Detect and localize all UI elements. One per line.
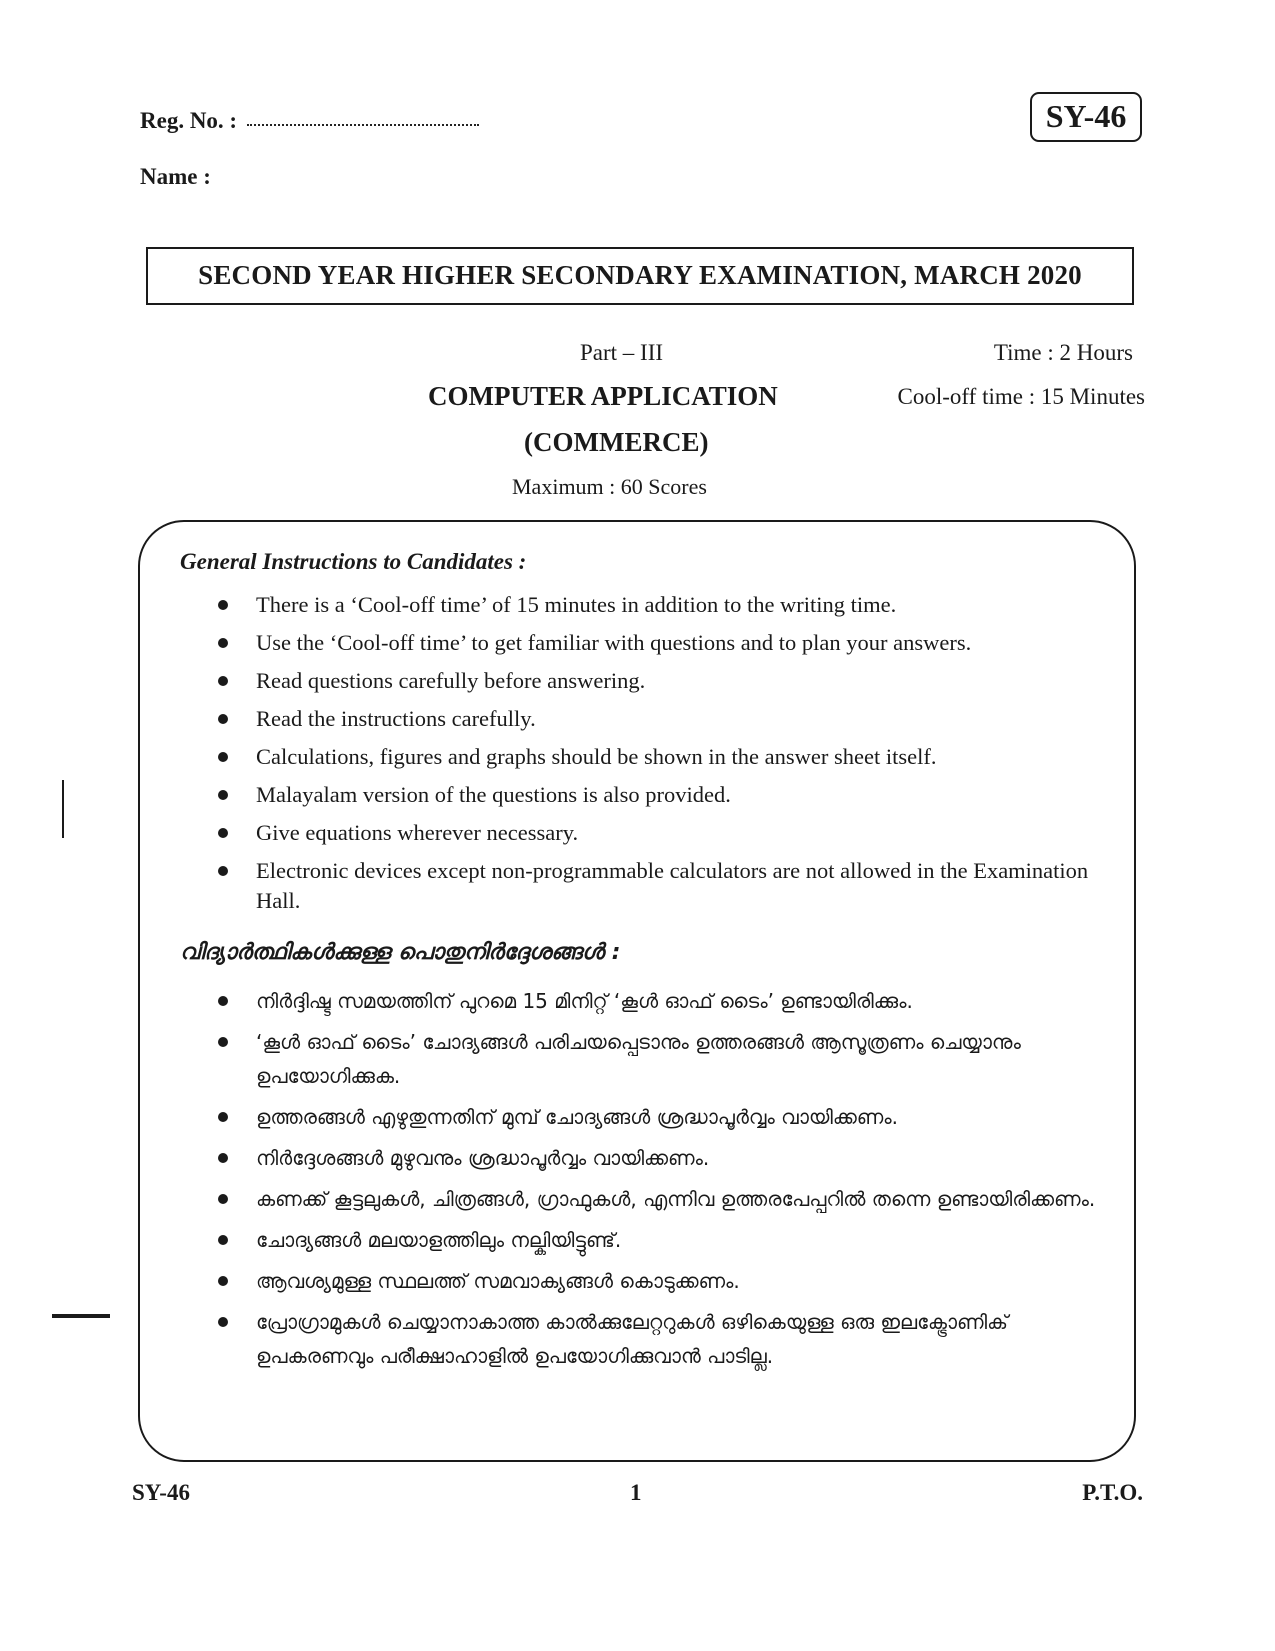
malayalam-instructions-list xyxy=(214,984,1114,1380)
bullet-icon xyxy=(218,790,228,800)
reg-no-blank xyxy=(247,124,479,126)
cool-off-time: Cool-off time : 15 Minutes xyxy=(897,384,1145,409)
list-item: There is a ‘Cool-off time’ of 15 minutes in addition to the writing time. xyxy=(214,590,1094,620)
bullet-icon xyxy=(218,752,228,762)
margin-mark xyxy=(52,1314,110,1318)
time-label: Time : 2 Hours xyxy=(993,340,1133,365)
bullet-icon xyxy=(218,1112,228,1122)
list-item: കണക്ക് കൂട്ടലുകൾ, ചിത്രങ്ങൾ, ഗ്രാഫുകൾ, എന്നിവ ഉത്തരപേപ്പറിൽ തന്നെ ഉണ്ടായിരിക്കണം. xyxy=(214,1182,1114,1216)
list-item: ഉത്തരങ്ങൾ എഴുതുന്നതിന് മുമ്പ് ചോദ്യങ്ങൾ ശ്രദ്ധാപൂർവ്വം വായിക്കണം. xyxy=(214,1100,1114,1134)
list-item: പ്രോഗ്രാമുകൾ ചെയ്യാനാകാത്ത കാൽക്കുലേറ്ററുകൾ ഒഴികെയുള്ള ഒരു ഇലക്ട്രോണിക് ഉപകരണവും പരീക്ഷാഹാളിൽ ഉപയോഗിക്കുവാൻ പാടില്ല. xyxy=(214,1305,1114,1373)
list-item: ‘കൂൾ ഓഫ് ടൈം’ ചോദ്യങ്ങൾ പരിചയപ്പെടാനും ഉത്തരങ്ങൾ ആസൂത്രണം ചെയ്യാനും ഉപയോഗിക്കുക. xyxy=(214,1025,1114,1093)
reg-no-field xyxy=(140,108,479,134)
list-item: ചോദ്യങ്ങൾ മലയാളത്തിലും നല്കിയിട്ടുണ്ട്. xyxy=(214,1223,1114,1257)
bullet-icon xyxy=(218,1235,228,1245)
list-item: Calculations, figures and graphs should be shown in the answer sheet itself. xyxy=(214,742,1094,772)
pto-label: P.T.O. xyxy=(1082,1480,1143,1505)
list-item: Use the ‘Cool-off time’ to get familiar with questions and to plan your answers. xyxy=(214,628,1094,658)
list-item: Give equations wherever necessary. xyxy=(214,818,1094,848)
bullet-icon xyxy=(218,676,228,686)
list-item: Read questions carefully before answering. xyxy=(214,666,1094,696)
english-instructions-heading: General Instructions to Candidates : xyxy=(180,549,527,574)
subject-title: COMPUTER APPLICATION xyxy=(428,381,778,411)
list-item: Electronic devices except non-programmable calculators are not allowed in the Examination Hall. xyxy=(214,856,1094,916)
list-item: ആവശ്യമുള്ള സ്ഥലത്ത് സമവാക്യങ്ങൾ കൊടുക്കണം. xyxy=(214,1264,1114,1298)
bullet-icon xyxy=(218,996,228,1006)
bullet-icon xyxy=(218,714,228,724)
footer-paper-code: SY-46 xyxy=(132,1480,190,1505)
list-item: നിർദ്ദേശങ്ങൾ മുഴുവനും ശ്രദ്ധാപൂർവ്വം വായിക്കണം. xyxy=(214,1141,1114,1175)
name-label: Name : xyxy=(140,164,211,189)
bullet-icon xyxy=(218,1153,228,1163)
margin-mark xyxy=(62,780,64,838)
bullet-icon xyxy=(218,638,228,648)
list-item: നിർദ്ദിഷ്ട സമയത്തിന് പുറമെ 15 മിനിറ്റ് ‘കൂൾ ഓഫ് ടൈം’ ഉണ്ടായിരിക്കും. xyxy=(214,984,1114,1018)
bullet-icon xyxy=(218,600,228,610)
english-instructions-list xyxy=(214,590,1094,924)
bullet-icon xyxy=(218,828,228,838)
bullet-icon xyxy=(218,1194,228,1204)
part-label: Part – III xyxy=(580,340,664,365)
exam-title: SECOND YEAR HIGHER SECONDARY EXAMINATION, MARCH 2020 xyxy=(146,247,1134,305)
stream-title: (COMMERCE) xyxy=(524,427,709,457)
bullet-icon xyxy=(218,1317,228,1327)
reg-no-label: Reg. No. : xyxy=(140,108,238,133)
bullet-icon xyxy=(218,1276,228,1286)
malayalam-instructions-heading: വിദ്യാർത്ഥികൾക്കുള്ള പൊതുനിർദ്ദേശങ്ങൾ : xyxy=(180,940,621,965)
page-number: 1 xyxy=(630,1480,642,1505)
list-item: Read the instructions carefully. xyxy=(214,704,1094,734)
bullet-icon xyxy=(218,866,228,876)
list-item: Malayalam version of the questions is also provided. xyxy=(214,780,1094,810)
bullet-icon xyxy=(218,1037,228,1047)
paper-code-box: SY-46 xyxy=(1030,92,1142,142)
maximum-scores: Maximum : 60 Scores xyxy=(512,474,707,499)
